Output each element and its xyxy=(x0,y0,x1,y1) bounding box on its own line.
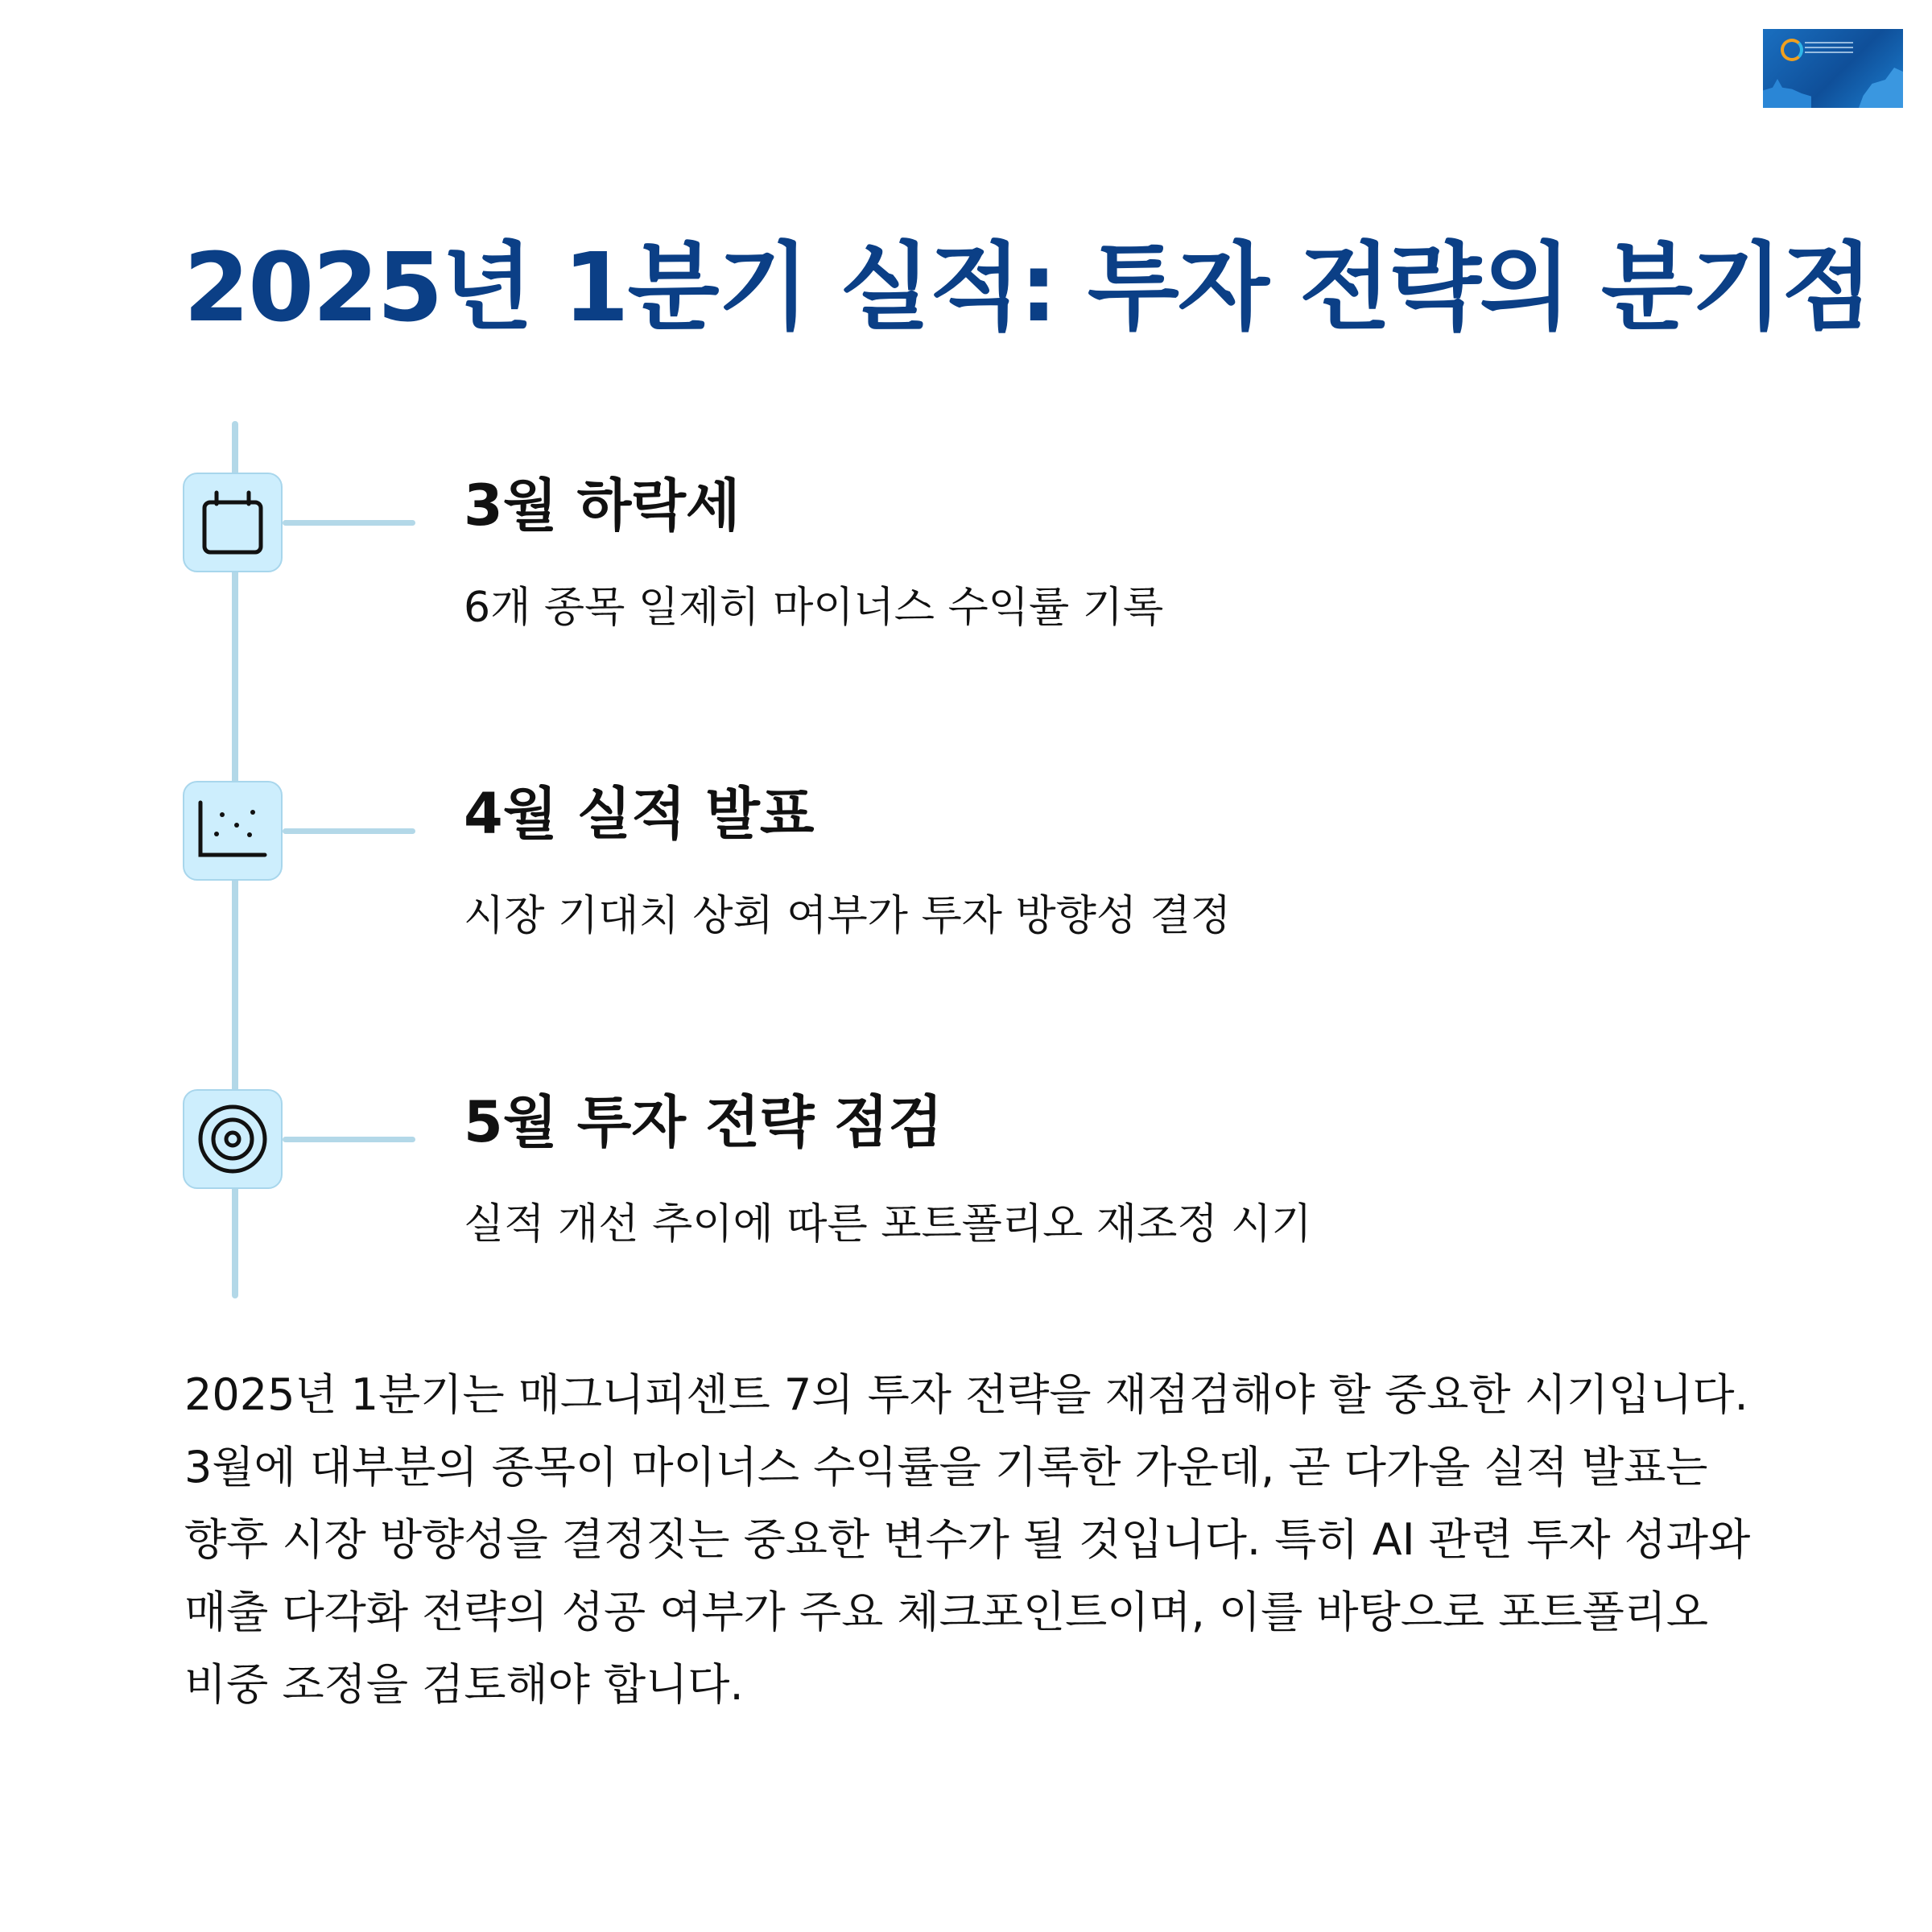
summary-line: 향후 시장 방향성을 결정짓는 중요한 변수가 될 것입니다. 특히 AI 관련 투자 성과와 xyxy=(184,1514,1751,1565)
timeline-description-3: 실적 개선 추이에 따른 포트폴리오 재조정 시기 xyxy=(464,1200,1312,1249)
summary-line: 매출 다각화 전략의 성공 여부가 주요 체크포인트이며, 이를 바탕으로 포트폴리오 xyxy=(184,1587,1709,1637)
timeline-heading-1: 3월 하락세 xyxy=(464,473,741,539)
timeline-icon-box-1 xyxy=(183,473,283,572)
timeline-connector-2 xyxy=(283,828,415,834)
target-icon xyxy=(196,1103,269,1175)
summary-paragraph xyxy=(184,1359,1750,1721)
timeline-description-1: 6개 종목 일제히 마이너스 수익률 기록 xyxy=(464,584,1164,632)
timeline-heading-3: 5월 투자 전략 점검 xyxy=(464,1089,943,1155)
summary-line: 비중 조정을 검토해야 합니다. xyxy=(184,1659,744,1710)
logo-statue-silhouette xyxy=(1859,68,1903,108)
timeline-heading-2: 4월 실적 발표 xyxy=(464,781,815,847)
logo-city-silhouette xyxy=(1763,79,1811,108)
logo-ring-icon xyxy=(1781,39,1803,61)
conference-logo xyxy=(1763,29,1903,108)
timeline-icon-box-2 xyxy=(183,781,283,881)
timeline-connector-1 xyxy=(283,520,415,526)
timeline-connector-3 xyxy=(283,1137,415,1142)
summary-line: 2025년 1분기는 매그니피센트 7의 투자 전략을 재점검해야 할 중요한 시기입니다. xyxy=(184,1369,1748,1420)
scatter-chart-icon xyxy=(196,799,269,863)
page-title: 2025년 1분기 실적: 투자 전략의 분기점 xyxy=(184,232,1872,343)
logo-text-lines xyxy=(1805,42,1853,43)
calendar-icon xyxy=(200,486,265,559)
timeline-description-2: 시장 기대치 상회 여부가 투자 방향성 결정 xyxy=(464,892,1232,940)
summary-line: 3월에 대부분의 종목이 마이너스 수익률을 기록한 가운데, 곧 다가올 실적 발표는 xyxy=(184,1442,1708,1492)
timeline-icon-box-3 xyxy=(183,1089,283,1189)
